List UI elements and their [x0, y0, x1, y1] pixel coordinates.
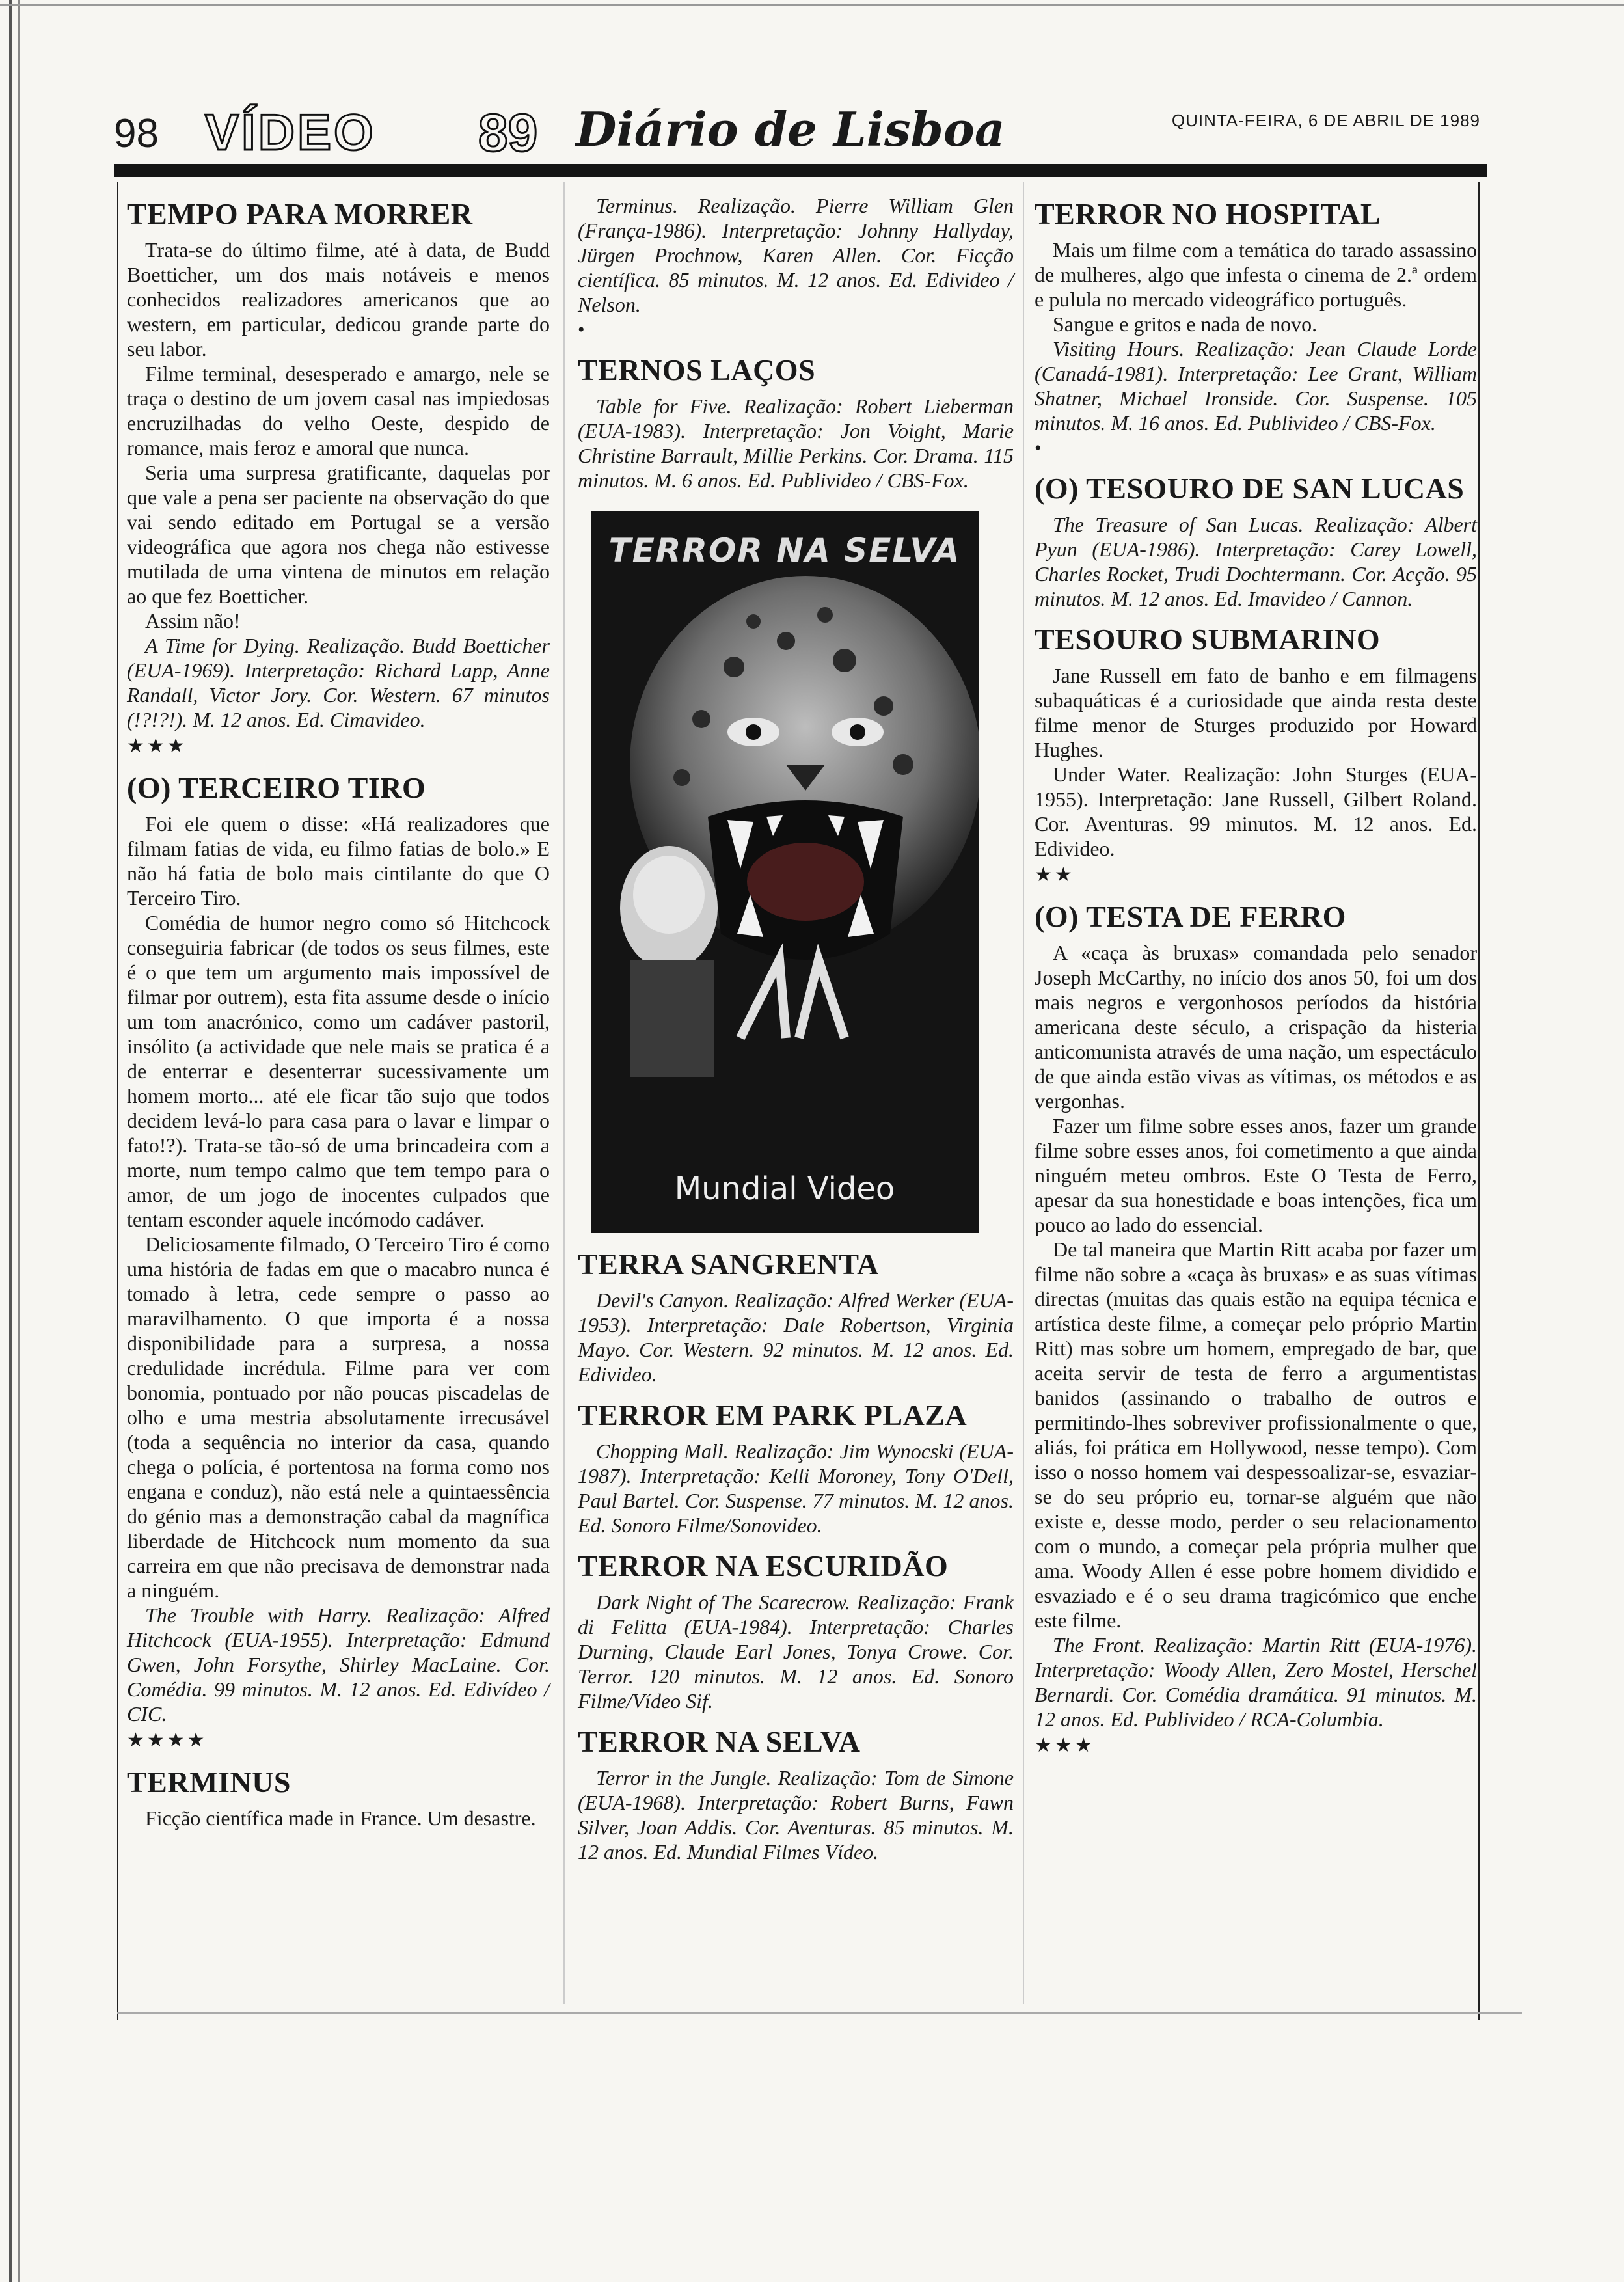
- article-title: TESOURO SUBMARINO: [1035, 623, 1381, 656]
- film-credits: Chopping Mall. Realização: Jim Wynocski (EUA-1987). Interpretação: Kelli Moroney, Tony O'Dell, Paul Bartel. Cor. Suspense. 77 minutos. M. 12 anos. Ed. Sonoro Filme/Sonovideo.: [578, 1439, 1014, 1537]
- rating-stars: ★★★: [127, 735, 187, 757]
- top-edge-rule: [0, 4, 1624, 6]
- section-logo: VÍDEO: [205, 103, 376, 161]
- year-logo: 89: [478, 103, 538, 163]
- article-title: (O) TERCEIRO TIRO: [127, 771, 426, 804]
- article-paragraph: Deliciosamente filmado, O Terceiro Tiro é como uma história de fadas em que o macabro nunca é tomado à letra, cede sempre o passo ao maravilhamento. O que importa é a nossa disponibilidade para a surpresa, a nossa credulidade incrédula. Filme para ver com bonomia, pontuado por não poucas piscadelas de olho e uma mestria absolutamente irrecusável (toda a sequência no interior da casa, quando chega o polícia, é portentosa na forma como nos engana e conduz), não está nele a quintaessência do génio mas a demonstração cabal da magnífica liberdade de Hitchcock num momento da sua carreira em que não precisava de demonstrar nada a ninguém.: [127, 1232, 550, 1602]
- article-paragraph: Sangue e gritos e nada de novo.: [1053, 312, 1318, 336]
- film-credits: Visiting Hours. Realização: Jean Claude Lorde (Canadá-1981). Interpretação: Lee Grant, William Shatner, Michael Ironside. Cor. Suspense. 105 minutos. M. 16 anos. Ed. Publivideo / CBS-Fox.: [1035, 337, 1477, 435]
- header-bar: [114, 164, 1487, 177]
- column-3: [1035, 185, 1477, 1761]
- article-paragraph: Filme terminal, desesperado e amargo, nele se traça o destino de um jovem casal nas impiedosas encruzilhadas do velho Oeste, despido de romance, mais feroz e amoral que nunca.: [127, 362, 550, 459]
- article-title: TERROR NA ESCURIDÃO: [578, 1549, 949, 1582]
- article-title: TERROR NO HOSPITAL: [1035, 197, 1381, 230]
- jaguar-illustration: [591, 569, 979, 1077]
- article-title: TERROR NA SELVA: [578, 1725, 861, 1758]
- article-paragraph: Mais um filme com a temática do tarado assassino de mulheres, algo que infesta o cinema de 2.ª ordem e pulula no mercado videográfico português.: [1035, 238, 1477, 311]
- separator-bullet: •: [578, 319, 585, 340]
- rating-stars: ★★★★: [127, 1730, 208, 1751]
- article-title: TERROR EM PARK PLAZA: [578, 1398, 968, 1432]
- film-credits: Table for Five. Realização: Robert Lieberman (EUA-1983). Interpretação: Jon Voight, Marie Christine Barrault, Millie Perkins. Cor. Drama. 115 minutos. M. 6 anos. Ed. Publivideo / CBS-Fox.: [578, 394, 1014, 492]
- article-paragraph: Fazer um filme sobre esses anos, fazer um grande filme sobre esses anos, foi cometimento a que ainda ninguém meteu ombros. Este O Testa de Ferro, apesar da sua honestidade e boas intenções, fica um pouco ao lado do essencial.: [1035, 1114, 1477, 1236]
- bottom-rule: [117, 2012, 1522, 2014]
- article-paragraph: A «caça às bruxas» comandada pelo senador Joseph McCarthy, no início dos anos 50, foi um dos mais negros e vergonhosos períodos da história americana deste século, a crispação da histeria anticomunista através de uma nação, um espectáculo de que ainda estão vivas as vítimas, os métodos e as vergonhas.: [1035, 941, 1477, 1113]
- rating-stars: ★★: [1035, 864, 1075, 886]
- film-credits: The Treasure of San Lucas. Realização: Albert Pyun (EUA-1986). Interpretação: Carey Lowell, Charles Rocket, Trudi Dochtermann. Cor. Acção. 95 minutos. M. 12 anos. Ed. Imavideo / Cannon.: [1035, 513, 1477, 610]
- rating-stars: ★★★: [1035, 1735, 1095, 1756]
- article-paragraph: De tal maneira que Martin Ritt acaba por fazer um filme não sobre a «caça às bruxas» e as suas vítimas directas (muitas das quais estão na equipa técnica e artística deste filme, a começar pelo próprio Martin Ritt) mas sobre um homem, empregado de bar, que aceita servir de testa de ferro a argumentistas banidos (assinando o trabalho de outros e permitindo-lhes sobreviver profissionalmente o que, aliás, foi prática em Hollywood, nesse tempo). Com isso o nosso homem vai despessoalizar-se, esvaziar-se do seu próprio eu, tornar-se alguém que não existe e, desse modo, perder o seu relacionamento com o mundo, a começar pela própria mulher que ama. Woody Allen é esse pobre homem dividido e esvaziado e é o seu drama tragicómico que enche este filme.: [1035, 1238, 1477, 1632]
- cover-brand: Mundial Video: [674, 1171, 895, 1207]
- column-2: [578, 185, 1014, 1864]
- article-paragraph: Ficção científica made in France. Um desastre.: [145, 1806, 536, 1830]
- film-credits: The Trouble with Harry. Realização: Alfred Hitchcock (EUA-1955). Interpretação: Edmund Gwen, John Forsythe, Shirley MacLaine. Cor. Comédia. 99 minutos. M. 12 anos. Ed. Edivídeo / CIC.: [127, 1603, 550, 1726]
- column-rule: [1023, 182, 1024, 2004]
- article-paragraph: Jane Russell em fato de banho e em filmagens subaquáticas é a curiosidade que ainda resta deste filme menor de Sturges produzido por Howard Hughes.: [1035, 664, 1477, 761]
- page-number: 98: [114, 111, 159, 156]
- column-rule: [563, 182, 565, 2004]
- article-title: (O) TESTA DE FERRO: [1035, 900, 1346, 933]
- newspaper-name: Diário de Lisboa: [576, 102, 1005, 157]
- article-title: (O) TESOURO DE SAN LUCAS: [1035, 472, 1465, 505]
- article-paragraph: Trata-se do último filme, até à data, de Budd Boetticher, um dos mais notáveis e menos conhecidos realizadores americanos que ao western, em particular, dedicou grande parte do seu labor.: [127, 238, 550, 360]
- column-1: [127, 185, 550, 1830]
- article-title: TERNOS LAÇOS: [578, 353, 816, 387]
- article-title: TEMPO PARA MORRER: [127, 197, 473, 230]
- film-credits: Terror in the Jungle. Realização: Tom de Simone (EUA-1968). Interpretação: Robert Burns, Fawn Silver, Joan Addis. Cor. Aventuras. 85 minutos. M. 12 anos. Ed. Mundial Filmes Vídeo.: [578, 1766, 1014, 1864]
- article-paragraph: Comédia de humor negro como só Hitchcock conseguiria fabricar (de todos os seus filmes, este é o que tem um argumento mais impossível de filmar por outrem), esta fita assume desde o início um tom anacrónico, como um cadáver pastoril, insólito (a actividade que nele mais se pratica é a de enterrar e desenterrar sucessivamente um homem morto... até ele ficar tão sujo que todos decidem levá-lo para casa para o lavar e limpar o fato!?). Trata-se tão-só de uma brincadeira com a morte, num tempo calmo que tem tempo para o amor, de um jogo de inocentes culpados que tentam esconder aquele incómodo cadáver.: [127, 911, 550, 1231]
- binding-edge: [9, 0, 12, 2282]
- article-paragraph: Assim não!: [145, 609, 241, 632]
- article-paragraph: Foi ele quem o disse: «Há realizadores que filmam fatias de vida, eu filmo fatias de bolo.» E não há fatia de bolo mais cintilante do que O Terceiro Tiro.: [127, 812, 550, 910]
- film-credits: Under Water. Realização: John Sturges (EUA-1955). Interpretação: Jane Russell, Gilbert Roland. Cor. Aventuras. 99 minutos. M. 12 anos. Ed. Edivideo.: [1035, 763, 1477, 860]
- binding-edge-inner: [18, 0, 20, 2282]
- film-credits: Dark Night of The Scarecrow. Realização: Frank di Felitta (EUA-1984). Interpretação: Charles Durning, Claude Earl Jones, Tonya Crowe. Cor. Terror. 120 minutos. M. 12 anos. Ed. Sonoro Filme/Vídeo Sif.: [578, 1590, 1014, 1713]
- video-cover-image: [591, 511, 979, 1233]
- article-title: TERMINUS: [127, 1765, 291, 1799]
- film-credits: Terminus. Realização. Pierre William Glen (França-1986). Interpretação: Johnny Hallyday, Jürgen Prochnow, Karen Allen. Cor. Ficção científica. 85 minutos. M. 12 anos. Ed. Edivideo / Nelson.: [578, 194, 1014, 316]
- article-paragraph: Seria uma surpresa gratificante, daquelas por que vale a pena ser paciente na observação do que vai sendo editado em Portugal se a versão videográfica que agora nos chega não estivesse mutilada de uma vintena de minutos em relação ao que fez Boetticher.: [127, 461, 550, 608]
- separator-bullet: •: [1035, 437, 1042, 459]
- film-credits: The Front. Realização: Martin Ritt (EUA-1976). Interpretação: Woody Allen, Zero Mostel, Herschel Bernardi. Cor. Comédia dramática. 91 minutos. M. 12 anos. Ed. Publivideo / RCA-Columbia.: [1035, 1633, 1477, 1731]
- cover-title: TERROR NA SELVA: [608, 532, 961, 569]
- film-credits: A Time for Dying. Realização. Budd Boetticher (EUA-1969). Interpretação: Richard Lapp, Anne Randall, Victor Jory. Cor. Western. 67 minutos (!?!?!). M. 12 anos. Ed. Cimavideo.: [127, 634, 550, 731]
- issue-date: QUINTA-FEIRA, 6 DE ABRIL DE 1989: [1171, 111, 1480, 130]
- article-title: TERRA SANGRENTA: [578, 1247, 879, 1281]
- film-credits: Devil's Canyon. Realização: Alfred Werker (EUA-1953). Interpretação: Dale Robertson, Virginia Mayo. Cor. Western. 92 minutos. M. 12 anos. Ed. Edivideo.: [578, 1288, 1014, 1386]
- masthead: [114, 98, 1487, 169]
